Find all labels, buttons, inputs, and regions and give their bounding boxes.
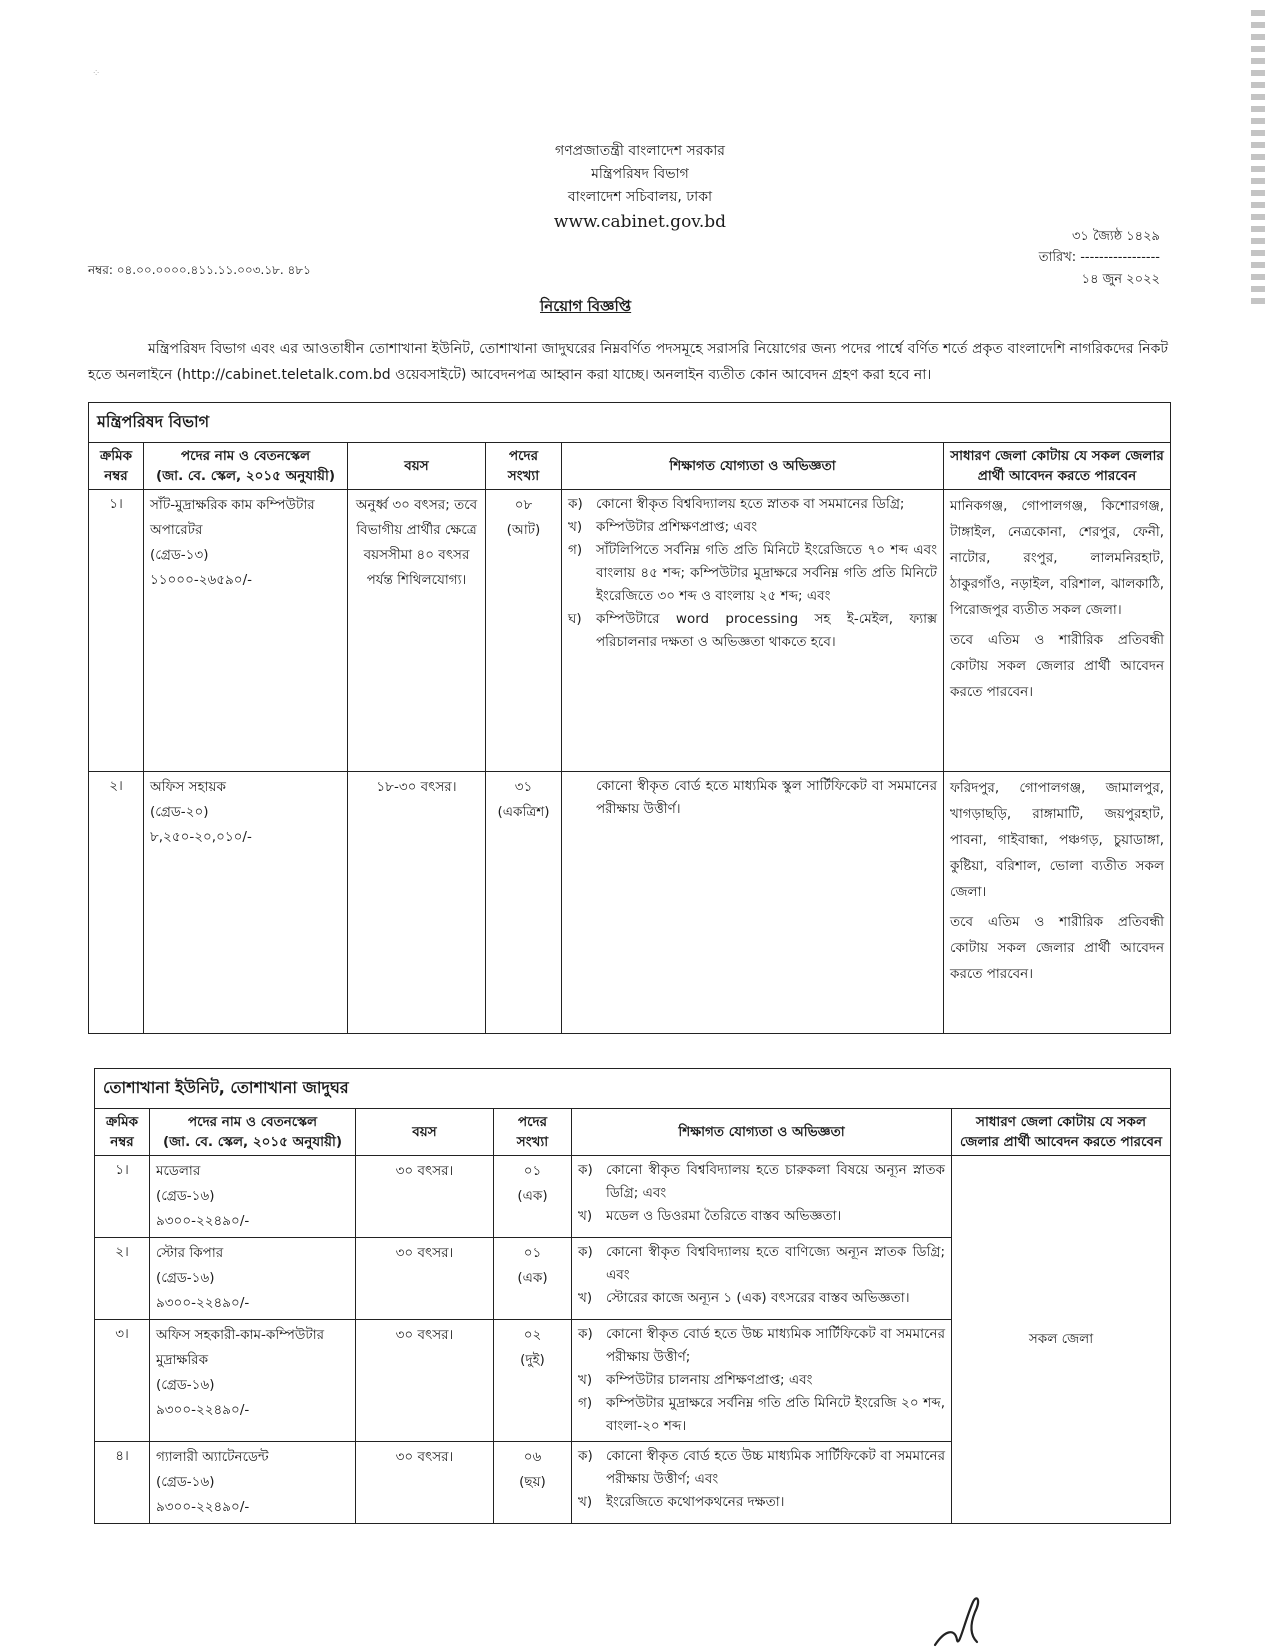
post-count: ০১ [523,1245,542,1261]
post-grade: (গ্রেড-২০) [150,804,209,820]
qualification-mark: গ) [578,1395,593,1411]
qualification-item [568,608,937,654]
post-grade: (গ্রেড-১৬) [156,1474,215,1490]
post-name: সাঁট-মুদ্রাক্ষরিক কাম কম্পিউটার অপারেটর [150,497,315,538]
count-cell [494,1156,572,1238]
col-post-title: পদের নাম ও বেতনস্কেল [181,448,310,464]
post-count: ০১ [523,1163,542,1179]
post-count-words: (আট) [506,522,541,538]
qualification-mark: ক) [568,496,583,512]
cabinet-division-table [88,402,1171,1034]
qualification-text: কোনো স্বীকৃত বোর্ড হতে উচ্চ মাধ্যমিক সার্টিফিকেট বা সমমানের পরীক্ষায় উত্তীর্ণ; এবং [606,1448,945,1487]
qualification-item [568,516,937,539]
post-count: ৩১ [514,779,533,795]
post-count: ০৬ [523,1449,542,1465]
post-grade: (গ্রেড-১৬) [156,1188,215,1204]
table-row [95,1156,1171,1238]
col-qualification: শিক্ষাগত যোগ্যতা ও অভিজ্ঞতা [572,1109,952,1156]
quota-cell [944,490,1171,772]
qualification-text: কম্পিউটার চালনায় প্রশিক্ষণপ্রাপ্ত; এবং [606,1372,813,1388]
post-grade: (গ্রেড-১৬) [156,1377,215,1393]
col-serial: ক্রমিক নম্বর [95,1109,150,1156]
col-age: বয়স [348,443,486,490]
post-count-words: (ছয়) [519,1474,546,1490]
qualification-item [578,1287,945,1310]
post-cell [144,490,348,772]
quota-cell [952,1156,1171,1524]
qualification-mark: খ) [568,519,583,535]
qualification-mark: খ) [578,1494,593,1510]
post-name: অফিস সহকারী-কাম-কম্পিউটার মুদ্রাক্ষরিক [156,1327,325,1368]
govt-name: গণপ্রজাতন্ত্রী বাংলাদেশ সরকার [555,143,725,159]
age-cell: ৩০ বৎসর। [356,1238,494,1320]
qualification-item [578,1369,945,1392]
quota-note: তবে এতিম ও শারীরিক প্রতিবন্ধী কোটায় সকল জেলার প্রার্থী আবেদন করতে পারবেন। [950,914,1165,982]
post-cell [150,1442,356,1524]
quota-districts: মানিকগঞ্জ, গোপালগঞ্জ, কিশোরগঞ্জ, টাঙ্গাইল, নেত্রকোনা, শেরপুর, ফেনী, নাটোর, রংপুর, লালমনিরহাট, ঠাকুরগাঁও, নড়াইল, বরিশাল, ঝালকাঠি, পিরোজপুর ব্যতীত সকল জেলা। [950,498,1165,618]
qualification-cell [572,1442,952,1524]
post-count-words: (একত্রিশ) [497,804,550,820]
count-cell [494,1442,572,1524]
qualification-item [578,1445,945,1491]
office-address: বাংলাদেশ সচিবালয়, ঢাকা [567,189,713,205]
qualification-text: কোনো স্বীকৃত বিশ্ববিদ্যালয় হতে চারুকলা বিষয়ে অন্যূন স্নাতক ডিগ্রি; এবং [606,1162,945,1201]
serial-cell: ২। [95,1238,150,1320]
col-quota: সাধারণ জেলা কোটায় যে সকল জেলার প্রার্থী আবেদন করতে পারবেন [944,443,1171,490]
quota-cell [944,772,1171,1034]
qualification-cell [572,1156,952,1238]
col-post-sub: (জা. বে. স্কেল, ২০১৫ অনুযায়ী) [155,468,336,484]
quota-all-districts: সকল জেলা [1028,1331,1094,1347]
qualification-item [578,1392,945,1438]
section-title: মন্ত্রিপরিষদ বিভাগ [89,403,1171,443]
post-grade: (গ্রেড-১৬) [156,1270,215,1286]
qualification-text: কোনো স্বীকৃত বোর্ড হতে মাধ্যমিক স্কুল সার্টিফিকেট বা সমমানের পরীক্ষায় উত্তীর্ণ। [596,778,937,817]
post-name: অফিস সহায়ক [150,779,226,795]
serial-cell: ১। [95,1156,150,1238]
scan-speck: ⁘ [92,68,101,79]
col-count: পদের সংখ্যা [486,443,562,490]
qualification-item [578,1323,945,1369]
serial-cell: ২। [89,772,144,1034]
post-count-words: (দুই) [520,1352,545,1368]
table-row [89,772,1171,1034]
notice-title: নিয়োগ বিজ্ঞপ্তি [540,297,632,315]
col-post-title: পদের নাম ও বেতনস্কেল [188,1114,317,1130]
post-grade: (গ্রেড-১৩) [150,547,209,563]
qualification-item [578,1491,945,1514]
serial-cell: ১। [89,490,144,772]
qualification-text: কম্পিউটার মুদ্রাক্ষরে সর্বনিম্ন গতি প্রতি মিনিটে ইংরেজি ২০ শব্দ, বাংলা-২০ শব্দ। [606,1395,945,1434]
qualification-cell [572,1238,952,1320]
age-cell: ৩০ বৎসর। [356,1442,494,1524]
scan-edge-mark [1251,10,1265,310]
date-english: ১৪ জুন ২০২২ [1081,272,1160,287]
qualification-text: কম্পিউটার প্রশিক্ষণপ্রাপ্ত; এবং [596,519,757,535]
qualification-item [568,493,937,516]
signature-mark [925,1590,1005,1650]
qualification-text: কোনো স্বীকৃত বিশ্ববিদ্যালয় হতে বাণিজ্যে অন্যূন স্নাতক ডিগ্রি; এবং [606,1244,945,1283]
pay-scale: ৮,২৫০-২০,০১০/- [150,829,252,845]
age-cell: অনুর্ধ্ব ৩০ বৎসর; তবে বিভাগীয় প্রার্থীর ক্ষেত্রে বয়সসীমা ৪০ বৎসর পর্যন্ত শিথিলযোগ্য। [348,490,486,772]
qualification-mark: খ) [578,1372,593,1388]
date-label: তারিখ: ----------------- [1038,250,1160,265]
qualification-text: ইংরেজিতে কথোপকথনের দক্ষতা। [606,1494,785,1510]
post-count: ০৮ [514,497,533,513]
col-qualification: শিক্ষাগত যোগ্যতা ও অভিজ্ঞতা [562,443,944,490]
post-name: মডেলার [156,1163,201,1179]
qualification-mark: ক) [578,1326,593,1342]
col-quota: সাধারণ জেলা কোটায় যে সকল জেলার প্রার্থী আবেদন করতে পারবেন [952,1109,1171,1156]
age-cell: ১৮-৩০ বৎসর। [348,772,486,1034]
post-cell [150,1320,356,1442]
website-url: www.cabinet.gov.bd [553,212,727,232]
qualification-cell [572,1320,952,1442]
qualification-text: কোনো স্বীকৃত বিশ্ববিদ্যালয় হতে স্নাতক বা সমমানের ডিগ্রি; [596,496,905,512]
qualification-text: সাঁটলিপিতে সর্বনিম্ন গতি প্রতি মিনিটে ইংরেজিতে ৭০ শব্দ এবং বাংলায় ৪৫ শব্দ; কম্পিউটার মুদ্রাক্ষরে সর্বনিম্ন গতি প্রতি মিনিটে ইংরেজিতে ৩০ শব্দ ও বাংলায় ২৫ শব্দ; এবং [596,542,937,604]
post-cell [150,1238,356,1320]
pay-scale: ৯৩০০-২২৪৯০/- [156,1295,250,1311]
age-cell: ৩০ বৎসর। [356,1320,494,1442]
date-block [960,226,1160,292]
pay-scale: ৯৩০০-২২৪৯০/- [156,1499,250,1515]
quota-districts: ফরিদপুর, গোপালগঞ্জ, জামালপুর, খাগড়াছড়ি, রাঙ্গামাটি, জয়পুরহাট, পাবনা, গাইবান্ধা, পঞ্চগড়, চুয়াডাঙ্গা, কুষ্টিয়া, বরিশাল, ভোলা ব্যতীত সকল জেলা। [950,780,1165,900]
col-age: বয়স [356,1109,494,1156]
qualification-item [568,539,937,608]
count-cell [494,1238,572,1320]
qualification-text: মডেল ও ডিওরমা তৈরিতে বাস্তব অভিজ্ঞতা। [606,1208,842,1224]
qualification-item [578,1159,945,1205]
post-count-words: (এক) [517,1270,548,1286]
post-count: ০২ [523,1327,542,1343]
age-cell: ৩০ বৎসর। [356,1156,494,1238]
pay-scale: ৯৩০০-২২৪৯০/- [156,1213,250,1229]
col-post [150,1109,356,1156]
qualification-mark: খ) [578,1208,593,1224]
toshakhana-unit-table [94,1068,1171,1524]
qualification-cell [562,772,944,1034]
pay-scale: ৯৩০০-২২৪৯০/- [156,1402,250,1418]
header-row [95,1109,1171,1156]
col-serial: ক্রমিক নম্বর [89,443,144,490]
qualification-mark [568,775,596,821]
col-post-sub: (জা. বে. স্কেল, ২০১৫ অনুযায়ী) [162,1134,343,1150]
post-cell [144,772,348,1034]
qualification-mark: খ) [578,1290,593,1306]
qualification-text: স্টোরের কাজে অন্যূন ১ (এক) বৎসরের বাস্তব অভিজ্ঞতা। [606,1290,910,1306]
serial-cell: ৪। [95,1442,150,1524]
letterhead [420,140,860,235]
count-cell [494,1320,572,1442]
qualification-text: কম্পিউটারে word processing সহ ই-মেইল, ফ্যাক্স পরিচালনার দক্ষতা ও অভিজ্ঞতা থাকতে হবে। [596,611,937,650]
header-row [89,443,1171,490]
pay-scale: ১১০০০-২৬৫৯০/- [150,572,252,588]
col-count: পদের সংখ্যা [494,1109,572,1156]
qualification-cell [562,490,944,772]
post-count-words: (এক) [517,1188,548,1204]
serial-cell: ৩। [95,1320,150,1442]
count-cell [486,772,562,1034]
memo-number: নম্বর: ০৪.০০.০০০০.৪১১.১১.০০৩.১৮. ৪৮১ [88,263,311,277]
qualification-mark: ক) [578,1448,593,1464]
division-name: মন্ত্রিপরিষদ বিভাগ [591,166,689,182]
col-post [144,443,348,490]
qualification-mark: গ) [568,542,583,558]
post-cell [150,1156,356,1238]
qualification-mark: ঘ) [568,611,582,627]
qualification-item [568,775,937,821]
section-title: তোশাখানা ইউনিট, তোশাখানা জাদুঘর [95,1069,1171,1109]
intro-paragraph: মন্ত্রিপরিষদ বিভাগ এবং এর আওতাধীন তোশাখানা ইউনিট, তোশাখানা জাদুঘরের নিম্নবর্ণিত পদসমূহে সরাসরি নিয়োগের জন্য পদের পার্শ্বে বর্ণিত শর্তে প্রকৃত বাংলাদেশি নাগরিকদের নিকট হতে অনলাইনে (http://cabinet.teletalk.com.bd ওয়েবসাইটে) আবেদনপত্র আহ্বান করা যাচ্ছে। অনলাইন ব্যতীত কোন আবেদন গ্রহণ করা হবে না। [88,341,1168,383]
quota-note: তবে এতিম ও শারীরিক প্রতিবন্ধী কোটায় সকল জেলার প্রার্থী আবেদন করতে পারবেন। [950,632,1165,700]
qualification-text: কোনো স্বীকৃত বোর্ড হতে উচ্চ মাধ্যমিক সার্টিফিকেট বা সমমানের পরীক্ষায় উত্তীর্ণ; [606,1326,945,1365]
table-row [89,490,1171,772]
post-name: স্টোর কিপার [156,1245,224,1261]
qualification-mark: ক) [578,1244,593,1260]
post-name: গ্যালারী অ্যাটেনডেন্ট [156,1449,269,1465]
count-cell [486,490,562,772]
qualification-item [578,1205,945,1228]
date-bangla: ৩১ জ্যৈষ্ঠ ১৪২৯ [1071,229,1160,244]
qualification-mark: ক) [578,1162,593,1178]
qualification-item [578,1241,945,1287]
